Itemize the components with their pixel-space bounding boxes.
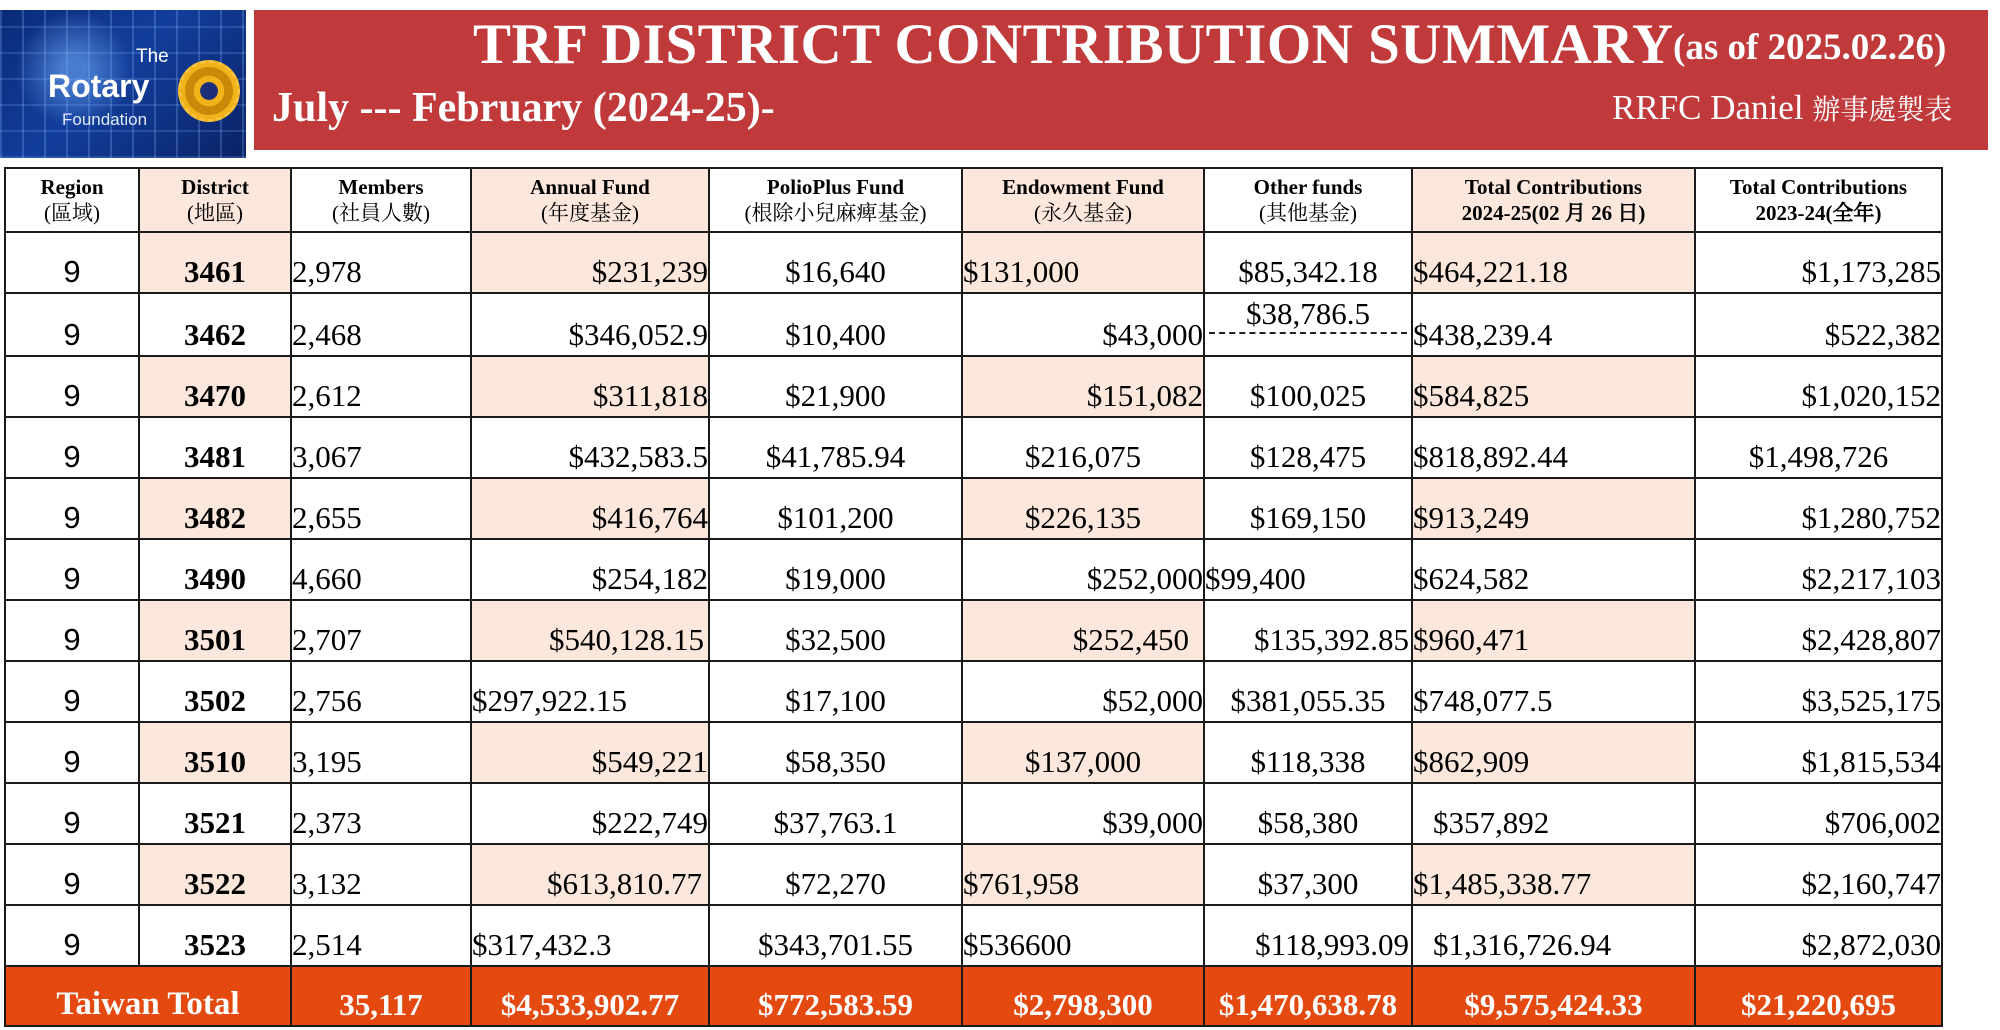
district-cell: 3481 bbox=[139, 417, 291, 478]
annual-fund-cell: $222,749 bbox=[471, 783, 709, 844]
total-2023-24-cell: $706,002 bbox=[1695, 783, 1942, 844]
table-row bbox=[5, 905, 1942, 966]
table-row bbox=[5, 844, 1942, 905]
total-2023-24-cell: $3,525,175 bbox=[1695, 661, 1942, 722]
total-2024-25-cell: $748,077.5 bbox=[1412, 661, 1695, 722]
annual-fund-cell: $549,221 bbox=[471, 722, 709, 783]
other-funds-cell: $58,380 bbox=[1204, 783, 1412, 844]
region-cell: 9 bbox=[5, 478, 139, 539]
other-funds-cell: $128,475 bbox=[1204, 417, 1412, 478]
header-total-2024-25: Total Contributions 2024-25(02 月 26 日) bbox=[1412, 168, 1695, 232]
members-cell: 2,373 bbox=[291, 783, 471, 844]
header-district: District (地區) bbox=[139, 168, 291, 232]
total-polio-fund: $772,583.59 bbox=[709, 966, 962, 1026]
author-note: 辦事處製表 bbox=[1812, 93, 1953, 126]
total-2024-25-cell: $438,239.4 bbox=[1412, 293, 1695, 356]
members-cell: 3,195 bbox=[291, 722, 471, 783]
members-cell: 2,612 bbox=[291, 356, 471, 417]
polio-fund-cell: $21,900 bbox=[709, 356, 962, 417]
annual-fund-cell: $540,128.15 bbox=[471, 600, 709, 661]
total-row bbox=[5, 966, 1942, 1026]
endowment-cell: $252,450 bbox=[962, 600, 1204, 661]
author-name: RRFC Daniel bbox=[1612, 88, 1804, 127]
total-2023-24-cell: $2,217,103 bbox=[1695, 539, 1942, 600]
header-total-2023-24: Total Contributions 2023-24(全年) bbox=[1695, 168, 1942, 232]
total-members: 35,117 bbox=[291, 966, 471, 1026]
members-cell: 2,707 bbox=[291, 600, 471, 661]
district-cell: 3502 bbox=[139, 661, 291, 722]
other-funds-cell: $100,025 bbox=[1204, 356, 1412, 417]
district-cell: 3482 bbox=[139, 478, 291, 539]
total-2024-25-cell: $960,471 bbox=[1412, 600, 1695, 661]
endowment-cell: $137,000 bbox=[962, 722, 1204, 783]
polio-fund-cell: $17,100 bbox=[709, 661, 962, 722]
total-2023-24: $21,220,695 bbox=[1695, 966, 1942, 1026]
rotary-wheel-icon bbox=[178, 60, 240, 122]
other-funds-cell: $135,392.85 bbox=[1204, 600, 1412, 661]
district-cell: 3510 bbox=[139, 722, 291, 783]
table-row bbox=[5, 539, 1942, 600]
page-title: TRF DISTRICT CONTRIBUTION SUMMARY bbox=[473, 13, 1674, 76]
author-credit bbox=[1612, 88, 1952, 128]
annual-fund-cell: $231,239 bbox=[471, 232, 709, 293]
total-annual-fund: $4,533,902.77 bbox=[471, 966, 709, 1026]
logo-the-text: The bbox=[136, 46, 169, 67]
total-2024-25-cell: $464,221.18 bbox=[1412, 232, 1695, 293]
table-row bbox=[5, 293, 1942, 356]
table-header-row bbox=[5, 168, 1942, 232]
endowment-cell: $761,958 bbox=[962, 844, 1204, 905]
total-2024-25-cell: $1,316,726.94 bbox=[1412, 905, 1695, 966]
endowment-cell: $151,082 bbox=[962, 356, 1204, 417]
logo-rotary-text: Rotary bbox=[48, 68, 150, 104]
endowment-cell: $39,000 bbox=[962, 783, 1204, 844]
total-2023-24-cell: $2,428,807 bbox=[1695, 600, 1942, 661]
region-cell: 9 bbox=[5, 539, 139, 600]
other-funds-cell: $99,400 bbox=[1204, 539, 1412, 600]
district-cell: 3461 bbox=[139, 232, 291, 293]
district-cell: 3523 bbox=[139, 905, 291, 966]
total-2024-25-cell: $818,892.44 bbox=[1412, 417, 1695, 478]
total-2024-25-cell: $357,892 bbox=[1412, 783, 1695, 844]
members-cell: 2,756 bbox=[291, 661, 471, 722]
region-cell: 9 bbox=[5, 722, 139, 783]
endowment-cell: $536600 bbox=[962, 905, 1204, 966]
header-members: Members (社員人數) bbox=[291, 168, 471, 232]
polio-fund-cell: $37,763.1 bbox=[709, 783, 962, 844]
members-cell: 2,468 bbox=[291, 293, 471, 356]
members-cell: 4,660 bbox=[291, 539, 471, 600]
annual-fund-cell: $254,182 bbox=[471, 539, 709, 600]
dashed-underline bbox=[1209, 332, 1407, 334]
region-cell: 9 bbox=[5, 600, 139, 661]
members-cell: 3,132 bbox=[291, 844, 471, 905]
annual-fund-cell: $346,052.9 bbox=[471, 293, 709, 356]
endowment-cell: $43,000 bbox=[962, 293, 1204, 356]
total-other-funds: $1,470,638.78 bbox=[1204, 966, 1412, 1026]
members-cell: 2,978 bbox=[291, 232, 471, 293]
table-row bbox=[5, 600, 1942, 661]
total-2024-25-cell: $584,825 bbox=[1412, 356, 1695, 417]
total-2023-24-cell: $1,280,752 bbox=[1695, 478, 1942, 539]
other-funds-cell: $118,338 bbox=[1204, 722, 1412, 783]
district-cell: 3501 bbox=[139, 600, 291, 661]
polio-fund-cell: $10,400 bbox=[709, 293, 962, 356]
endowment-cell: $52,000 bbox=[962, 661, 1204, 722]
members-cell: 2,655 bbox=[291, 478, 471, 539]
polio-fund-cell: $32,500 bbox=[709, 600, 962, 661]
district-cell: 3522 bbox=[139, 844, 291, 905]
total-2023-24-cell: $1,815,534 bbox=[1695, 722, 1942, 783]
header-annual-fund: Annual Fund (年度基金) bbox=[471, 168, 709, 232]
total-2024-25-cell: $1,485,338.77 bbox=[1412, 844, 1695, 905]
header-region: Region (區域) bbox=[5, 168, 139, 232]
total-endowment: $2,798,300 bbox=[962, 966, 1204, 1026]
region-cell: 9 bbox=[5, 661, 139, 722]
total-2023-24-cell: $1,498,726 bbox=[1695, 417, 1942, 478]
other-funds-cell: $38,786.5 bbox=[1204, 293, 1412, 356]
total-2023-24-cell: $2,872,030 bbox=[1695, 905, 1942, 966]
other-funds-cell: $85,342.18 bbox=[1204, 232, 1412, 293]
rotary-foundation-logo bbox=[0, 10, 246, 158]
other-funds-cell: $118,993.09 bbox=[1204, 905, 1412, 966]
polio-fund-cell: $19,000 bbox=[709, 539, 962, 600]
polio-fund-cell: $72,270 bbox=[709, 844, 962, 905]
members-cell: 2,514 bbox=[291, 905, 471, 966]
annual-fund-cell: $317,432.3 bbox=[471, 905, 709, 966]
table-row bbox=[5, 232, 1942, 293]
region-cell: 9 bbox=[5, 905, 139, 966]
other-funds-cell: $381,055.35 bbox=[1204, 661, 1412, 722]
region-cell: 9 bbox=[5, 356, 139, 417]
polio-fund-cell: $101,200 bbox=[709, 478, 962, 539]
district-cell: 3521 bbox=[139, 783, 291, 844]
region-cell: 9 bbox=[5, 232, 139, 293]
polio-fund-cell: $16,640 bbox=[709, 232, 962, 293]
total-2023-24-cell: $1,173,285 bbox=[1695, 232, 1942, 293]
district-cell: 3462 bbox=[139, 293, 291, 356]
other-funds-cell: $169,150 bbox=[1204, 478, 1412, 539]
total-2024-25: $9,575,424.33 bbox=[1412, 966, 1695, 1026]
members-cell: 3,067 bbox=[291, 417, 471, 478]
district-cell: 3490 bbox=[139, 539, 291, 600]
total-2024-25-cell: $862,909 bbox=[1412, 722, 1695, 783]
region-cell: 9 bbox=[5, 844, 139, 905]
contribution-table bbox=[4, 167, 1943, 1027]
endowment-cell: $131,000 bbox=[962, 232, 1204, 293]
logo-foundation-text: Foundation bbox=[62, 110, 148, 129]
annual-fund-cell: $432,583.5 bbox=[471, 417, 709, 478]
endowment-cell: $252,000 bbox=[962, 539, 1204, 600]
region-cell: 9 bbox=[5, 293, 139, 356]
total-2024-25-cell: $624,582 bbox=[1412, 539, 1695, 600]
table-row bbox=[5, 356, 1942, 417]
endowment-cell: $216,075 bbox=[962, 417, 1204, 478]
header-endowment-fund: Endowment Fund (永久基金) bbox=[962, 168, 1204, 232]
region-cell: 9 bbox=[5, 783, 139, 844]
total-2024-25-cell: $913,249 bbox=[1412, 478, 1695, 539]
polio-fund-cell: $343,701.55 bbox=[709, 905, 962, 966]
total-2023-24-cell: $1,020,152 bbox=[1695, 356, 1942, 417]
table-row bbox=[5, 478, 1942, 539]
polio-fund-cell: $58,350 bbox=[709, 722, 962, 783]
header-other-funds: Other funds (其他基金) bbox=[1204, 168, 1412, 232]
table-row bbox=[5, 783, 1942, 844]
table-row bbox=[5, 661, 1942, 722]
district-cell: 3470 bbox=[139, 356, 291, 417]
header-polioplus-fund: PolioPlus Fund (根除小兒麻痺基金) bbox=[709, 168, 962, 232]
endowment-cell: $226,135 bbox=[962, 478, 1204, 539]
annual-fund-cell: $416,764 bbox=[471, 478, 709, 539]
table-row bbox=[5, 417, 1942, 478]
region-cell: 9 bbox=[5, 417, 139, 478]
total-2023-24-cell: $522,382 bbox=[1695, 293, 1942, 356]
table-row bbox=[5, 722, 1942, 783]
annual-fund-cell: $613,810.77 bbox=[471, 844, 709, 905]
period-label: July --- February (2024-25)- bbox=[272, 85, 775, 131]
total-2023-24-cell: $2,160,747 bbox=[1695, 844, 1942, 905]
polio-fund-cell: $41,785.94 bbox=[709, 417, 962, 478]
annual-fund-cell: $311,818 bbox=[471, 356, 709, 417]
as-of-date: (as of 2025.02.26) bbox=[1673, 27, 1947, 68]
other-funds-cell: $37,300 bbox=[1204, 844, 1412, 905]
annual-fund-cell: $297,922.15 bbox=[471, 661, 709, 722]
total-label: Taiwan Total bbox=[5, 966, 291, 1026]
